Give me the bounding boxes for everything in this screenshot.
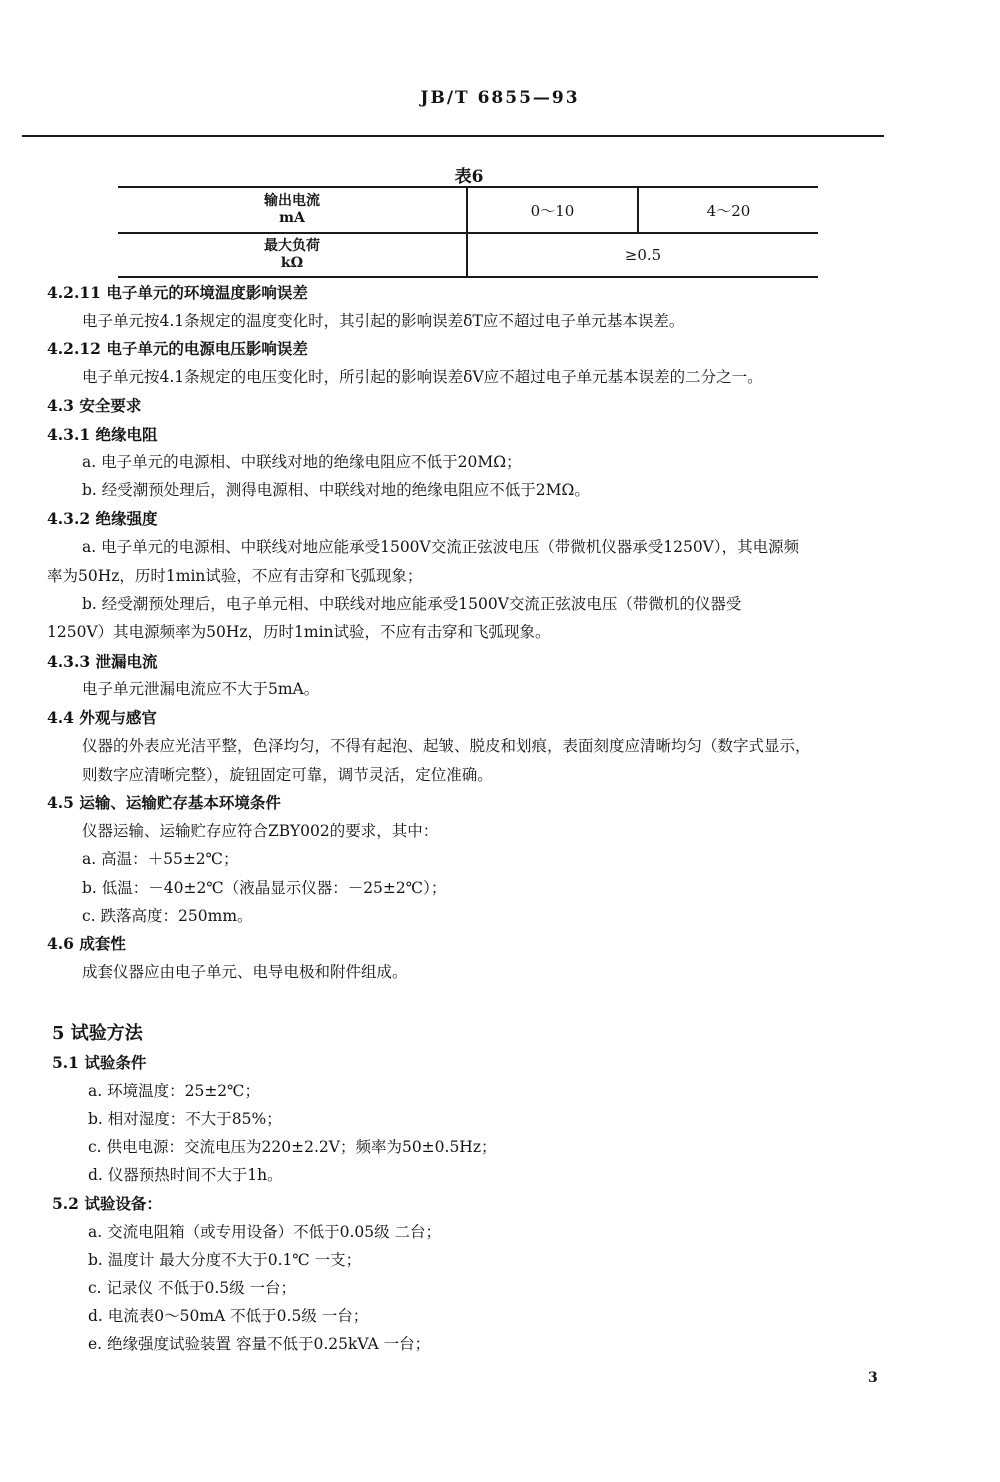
section-heading: 4.4 外观与感官: [47, 708, 157, 727]
list-item: a. 环境温度：25±2℃；: [88, 1082, 261, 1100]
paragraph-line: 则数字应清晰完整），旋钮固定可靠，调节灵活，定位准确。: [82, 766, 493, 784]
list-item: b. 温度计 最大分度不大于0.1℃ 一支；: [88, 1251, 362, 1269]
row-unit: mA: [279, 210, 305, 226]
row-unit: kΩ: [280, 255, 304, 271]
list-item: e. 绝缘强度试验装置 容量不低于0.25kVA 一台；: [88, 1335, 431, 1353]
section-heading: 4.5 运输、运输贮存基本环境条件: [47, 793, 281, 812]
list-item: a. 电子单元的电源相、中联线对地的绝缘电阻应不低于20MΩ；: [82, 453, 522, 471]
list-item: b. 低温：－40±2℃（液晶显示仪器：－25±2℃）；: [82, 879, 447, 897]
paragraph-line: 成套仪器应由电子单元、电导电极和附件组成。: [82, 963, 408, 981]
table-cell: 4～20: [638, 187, 818, 233]
list-item: c. 供电电源：交流电压为220±2.2V；频率为50±0.5Hz；: [88, 1138, 497, 1156]
section-heading: 5.1 试验条件: [52, 1053, 147, 1072]
list-item: b. 经受潮预处理后，电子单元相、中联线对地应能承受1500V交流正弦波电压（带微机的仪器受: [82, 595, 742, 613]
list-item: a. 高温：＋55±2℃；: [82, 850, 239, 868]
list-item: b. 经受潮预处理后，测得电源相、中联线对地的绝缘电阻应不低于2MΩ。: [82, 481, 590, 499]
section-heading: 4.3.2 绝缘强度: [47, 509, 158, 528]
paragraph-line: 电子单元按4.1条规定的电压变化时，所引起的影响误差δV应不超过电子单元基本误差的二分之一。: [82, 368, 763, 386]
doc-header-number: JB/T 6855—93: [420, 88, 580, 108]
table-cell: 0～10: [467, 187, 638, 233]
list-item: a. 交流电阻箱（或专用设备）不低于0.05级 二台；: [88, 1223, 442, 1241]
paragraph-line: 1250V）其电源频率为50Hz，历时1min试验，不应有击穿和飞弧现象。: [47, 623, 551, 641]
page-number: 3: [868, 1370, 878, 1386]
section-heading: 4.3.3 泄漏电流: [47, 652, 158, 671]
chapter-heading: 5 试验方法: [52, 1023, 143, 1044]
section-heading: 4.3.1 绝缘电阻: [47, 425, 158, 444]
list-item: b. 相对湿度：不大于85%；: [88, 1110, 282, 1128]
section-heading: 4.2.11 电子单元的环境温度影响误差: [47, 283, 308, 302]
row-label: 最大负荷: [263, 238, 320, 254]
list-item: d. 电流表0～50mA 不低于0.5级 一台；: [88, 1307, 369, 1325]
table-cell: ≥0.5: [467, 233, 818, 277]
paragraph-line: 仪器运输、运输贮存应符合ZBY002的要求，其中：: [82, 822, 439, 840]
list-item: c. 跌落高度：250mm。: [82, 907, 253, 925]
list-item: d. 仪器预热时间不大于1h。: [88, 1166, 283, 1184]
paragraph-line: 电子单元泄漏电流应不大于5mA。: [82, 680, 320, 698]
list-item: a. 电子单元的电源相、中联线对地应能承受1500V交流正弦波电压（带微机仪器承受1250V），其电源频: [82, 538, 800, 556]
row-label: 输出电流: [263, 193, 320, 209]
section-heading: 5.2 试验设备：: [52, 1194, 162, 1213]
section-heading: 4.2.12 电子单元的电源电压影响误差: [47, 339, 308, 358]
paragraph-line: 率为50Hz，历时1min试验，不应有击穿和飞弧现象；: [47, 567, 423, 585]
section-heading: 4.3 安全要求: [47, 396, 142, 415]
section-heading: 4.6 成套性: [47, 934, 126, 953]
table-caption: 表6: [454, 167, 484, 187]
list-item: c. 记录仪 不低于0.5级 一台；: [88, 1279, 297, 1297]
paragraph-line: 仪器的外表应光洁平整，色泽均匀，不得有起泡、起皱、脱皮和划痕，表面刻度应清晰均匀（数字式显示，: [82, 737, 811, 755]
paragraph-line: 电子单元按4.1条规定的温度变化时，其引起的影响误差δT应不超过电子单元基本误差。: [82, 312, 685, 330]
